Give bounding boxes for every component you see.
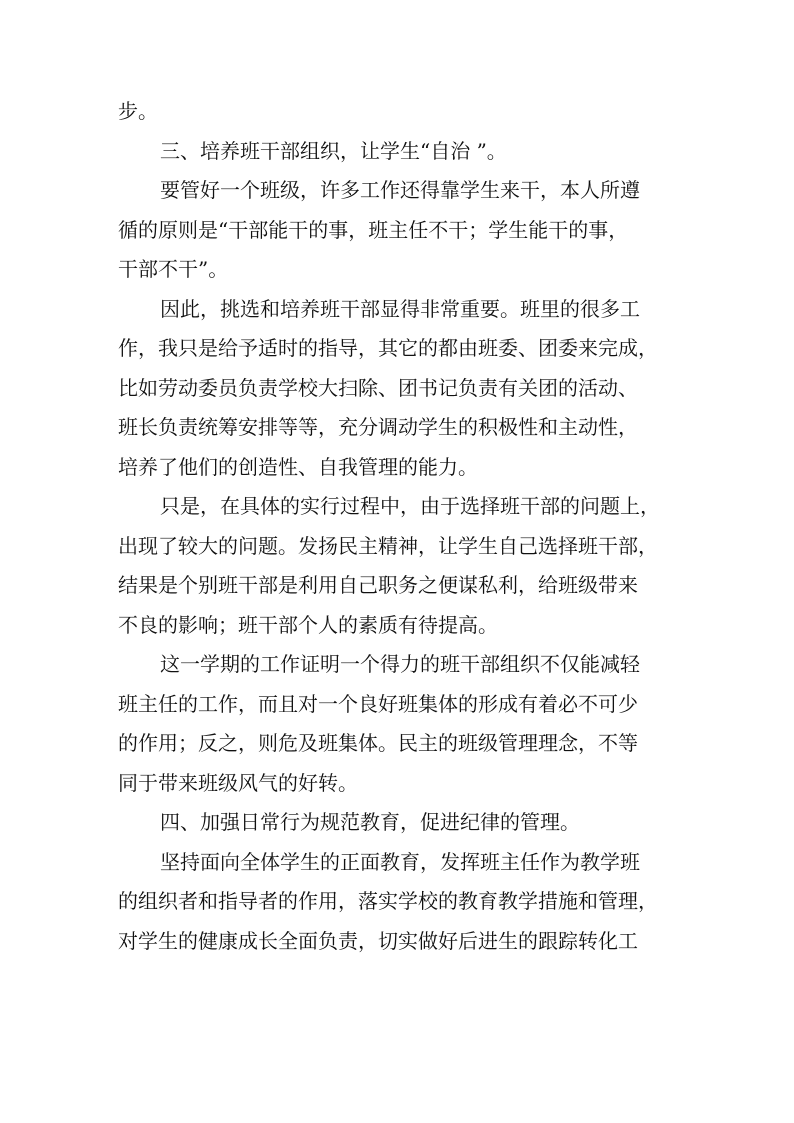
text-line: 要管好一个班级，许多工作还得靠学生来干，本人所遵 — [160, 178, 640, 202]
text-line: 班主任的工作，而且对一个良好班集体的形成有着必不可少 — [118, 691, 638, 716]
text-line: 这一学期的工作证明一个得力的班干部组织不仅能减轻 — [160, 652, 640, 676]
text-line: 干部不干”。 — [118, 257, 229, 281]
text-line: 坚持面向全体学生的正面教育，发挥班主任作为教学班 — [160, 849, 640, 874]
text-line: 同于带来班级风气的好转。 — [118, 770, 358, 795]
document-body — [118, 92, 678, 961]
text-line: 的组织者和指导者的作用，落实学校的教育教学措施和管理， — [118, 889, 658, 913]
text-line: 不良的影响；班干部个人的素质有待提高。 — [118, 612, 498, 637]
text-line: 培养了他们的创造性、自我管理的能力。 — [118, 454, 478, 479]
text-line: 比如劳动委员负责学校大扫除、团书记负责有关团的活动、 — [118, 375, 638, 400]
text-line: 班长负责统筹安排等等，充分调动学生的积极性和主动性， — [118, 415, 638, 439]
text-line: 结果是个别班干部是利用自己职务之便谋私利，给班级带来 — [118, 573, 638, 597]
text-line: 作，我只是给予适时的指导，其它的都由班委、团委来完成， — [118, 336, 658, 360]
text-line: 因此，挑选和培养班干部显得非常重要。班里的很多工 — [160, 296, 640, 321]
text-line: 对学生的健康成长全面负责，切实做好后进生的跟踪转化工 — [118, 928, 638, 953]
text-line: 只是，在具体的实行过程中，由于选择班干部的问题上， — [160, 494, 660, 518]
section-heading: 四、加强日常行为规范教育，促进纪律的管理。 — [160, 810, 580, 834]
text-line: 步。 — [118, 99, 158, 123]
text-line: 出现了较大的问题。发扬民主精神，让学生自己选择班干部， — [118, 533, 658, 558]
section-heading: 三、培养班干部组织，让学生“自治 ”。 — [160, 138, 507, 163]
text-line: 循的原则是“干部能干的事，班主任不干；学生能干的事， — [118, 217, 629, 242]
text-line: 的作用；反之，则危及班集体。民主的班级管理理念，不等 — [118, 731, 638, 755]
